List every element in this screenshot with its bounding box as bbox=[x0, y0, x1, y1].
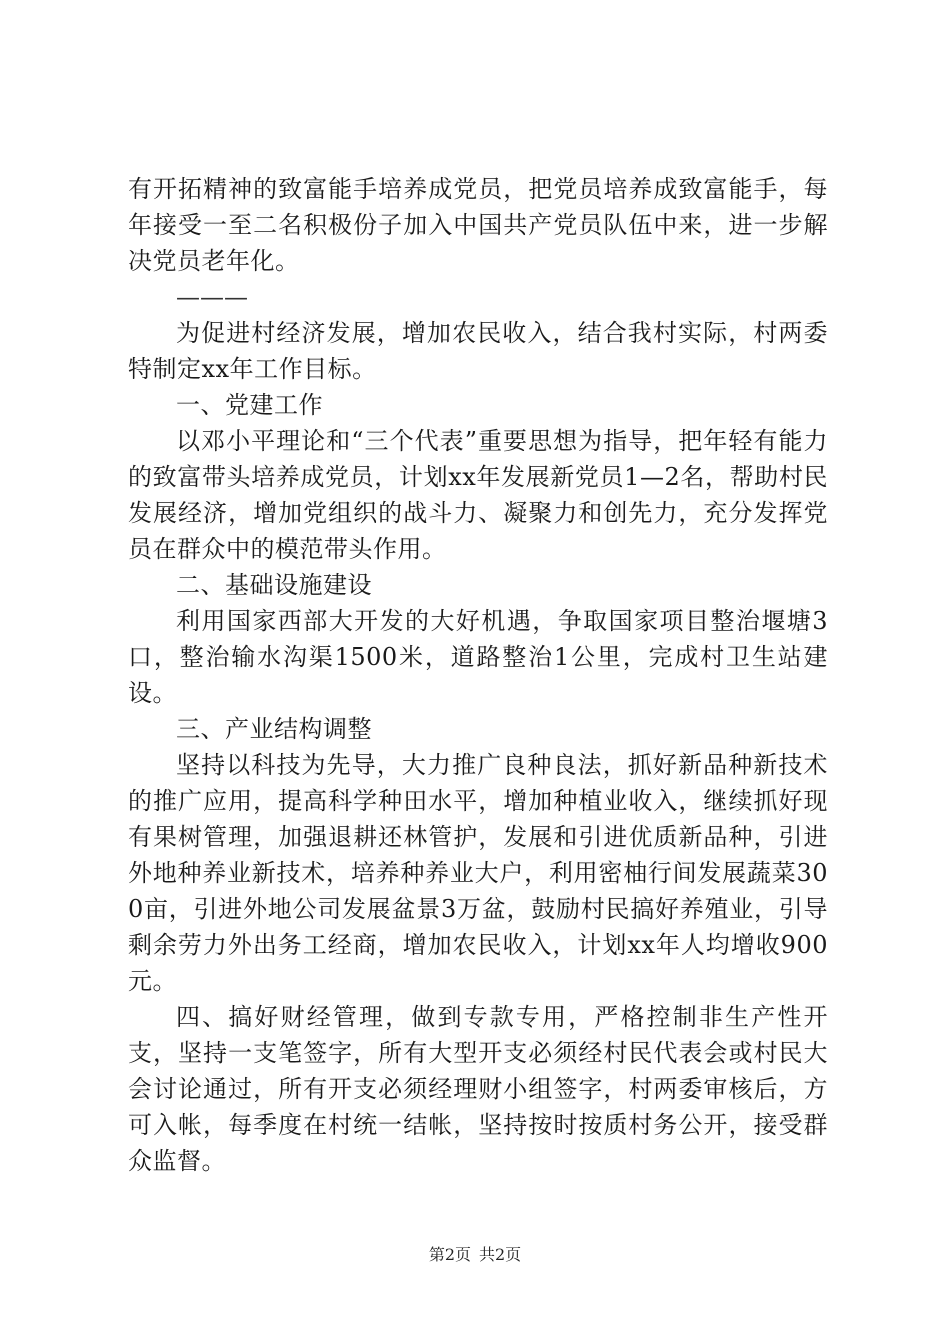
paragraph-industry-structure: 坚持以科技为先导，大力推广良种良法，抓好新品种新技术的推广应用，提高科学种田水平，增加种植业收入，继续抓好现有果树管理，加强退耕还林管护，发展和引进优质新品种，引进外地种养业新技术，培养种养业大户，利用密柚行间发展蔬菜300亩，引进外地公司发展盆景3万盆，鼓励村民搞好养殖业，引导剩余劳力外出务工经商，增加农民收入，计划xx年人均增收900元。 bbox=[128, 751, 828, 995]
heading-infrastructure: 二、基础设施建设 bbox=[176, 571, 372, 599]
page-footer bbox=[0, 1245, 950, 1265]
paragraph-party-building: 以邓小平理论和“三个代表”重要思想为指导，把年轻有能力的致富带头培养成党员，计划xx年发展新党员1—2名，帮助村民发展经济，增加党组织的战斗力、凝聚力和创先力，充分发挥党员在群众中的模范带头作用。 bbox=[128, 427, 828, 563]
paragraph-continuation: 有开拓精神的致富能手培养成党员，把党员培养成致富能手，每年接受一至二名积极份子加入中国共产党员队伍中来，进一步解决党员老年化。 bbox=[128, 175, 828, 275]
paragraph-finance-management: 四、搞好财经管理，做到专款专用，严格控制非生产性开支，坚持一支笔签字，所有大型开支必须经村民代表会或村民大会讨论通过，所有开支必须经理财小组签字，村两委审核后，方可入帐，每季度在村统一结帐，坚持按时按质村务公开，接受群众监督。 bbox=[128, 1003, 828, 1175]
paragraph-intro: 为促进村经济发展，增加农民收入，结合我村实际，村两委特制定xx年工作目标。 bbox=[128, 319, 828, 383]
document-body bbox=[128, 171, 828, 1179]
heading-industry-structure: 三、产业结构调整 bbox=[176, 715, 372, 743]
page-number: 第2页 bbox=[428, 1245, 471, 1264]
paragraph-infrastructure: 利用国家西部大开发的大好机遇，争取国家项目整治堰塘3口，整治输水沟渠1500米，道路整治1公里，完成村卫生站建设。 bbox=[128, 607, 828, 707]
page-total: 共2页 bbox=[479, 1245, 522, 1264]
heading-party-building: 一、党建工作 bbox=[176, 391, 323, 419]
section-separator: ——— bbox=[176, 283, 248, 311]
